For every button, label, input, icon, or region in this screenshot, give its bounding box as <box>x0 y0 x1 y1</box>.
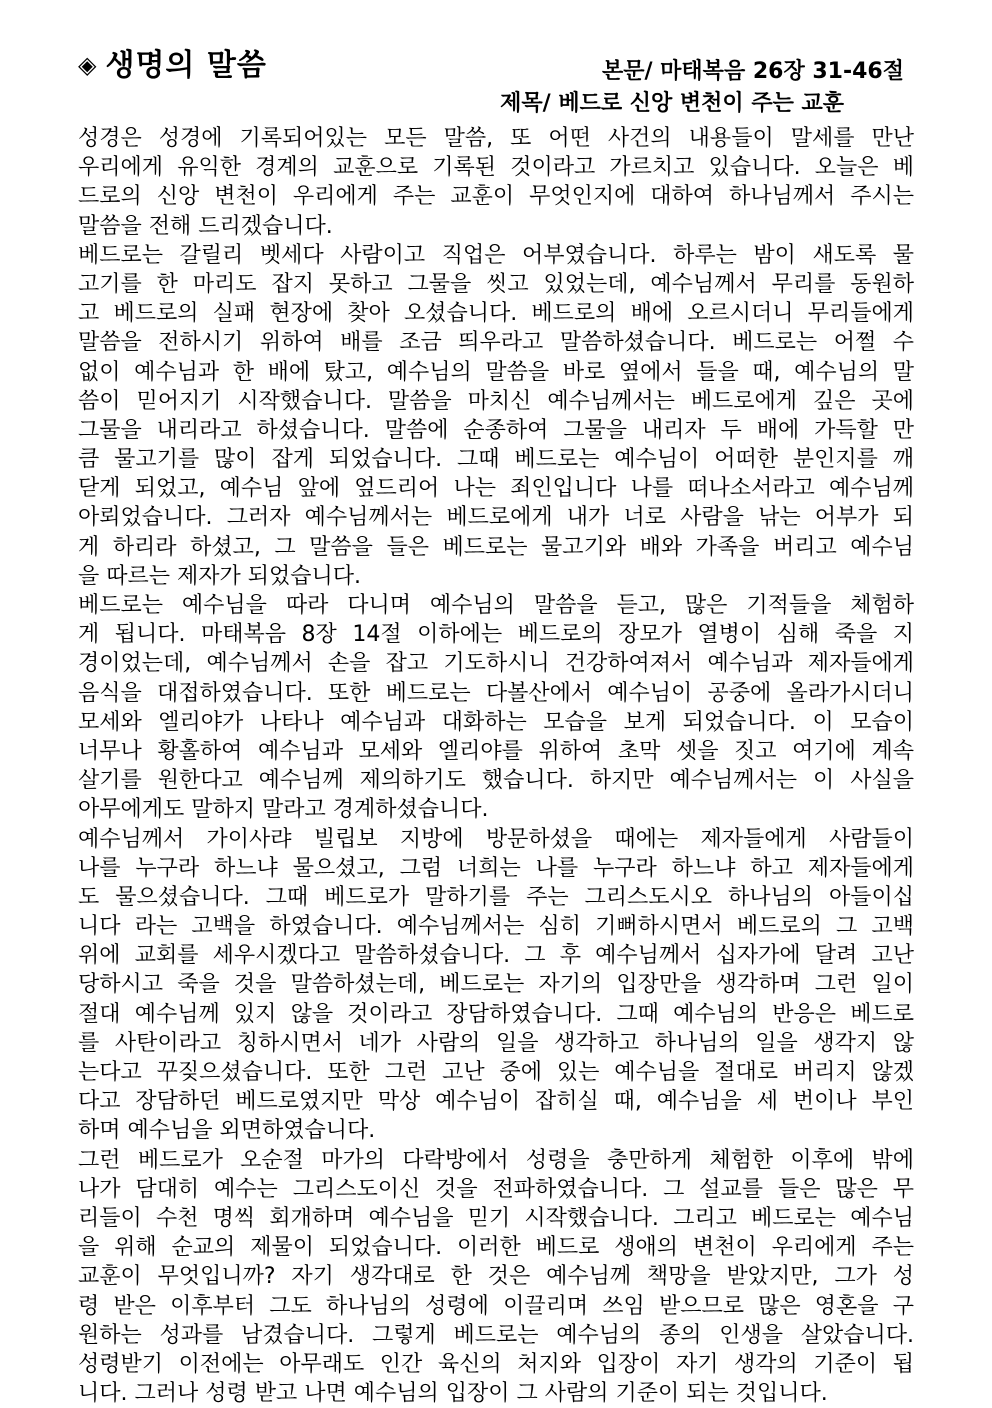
body-line: 는다고 꾸짖으셨습니다. 또한 그런 고난 중에 있는 예수님을 절대로 버리지 않겠 <box>78 1060 914 1085</box>
body-line: 그물을 내리라고 하셨습니다. 말씀에 순종하여 그물을 내리자 두 배에 가득할 만 <box>78 417 914 443</box>
body-line: 경이었는데, 예수님께서 손을 잡고 기도하시니 건강하여져서 예수님과 제자들에게 <box>78 651 914 677</box>
body-line: 도 물으셨습니다. 그때 베드로가 말하기를 주는 그리스도시오 하나님의 아들이십 <box>78 884 914 910</box>
body-line: 말씀을 전해 드리겠습니다. <box>78 213 333 239</box>
diamond-bullet-icon: ◈ <box>78 51 98 79</box>
body-line: 아무에게도 말하지 말라고 경계하셨습니다. <box>78 797 489 823</box>
body-line: 를 사탄이라고 칭하시면서 네가 사람의 일을 생각하고 하나님의 일을 생각지 않 <box>78 1030 914 1056</box>
body-line: 닫게 되었고, 예수님 앞에 엎드리어 나는 죄인입니다 나를 떠나소서라고 예수님께 <box>78 476 914 502</box>
body-line: 베드로는 갈릴리 벳세다 사람이고 직업은 어부였습니다. 하루는 밤이 새도록 물 <box>78 242 914 268</box>
body-line: 너무나 황홀하여 예수님과 모세와 엘리야를 위하여 초막 셋을 짓고 여기에 계속 <box>78 738 914 764</box>
body-line: 을 따르는 제자가 되었습니다. <box>78 563 361 589</box>
body-line: 니다 라는 고백을 하였습니다. 예수님께서는 심히 기뻐하시면서 베드로의 그 고백 <box>78 914 914 940</box>
body-line: 예수님께서 가이사랴 빌립보 지방에 방문하셨을 때에는 제자들에게 사람들이 <box>78 826 914 852</box>
body-line: 말씀을 전하시기 위하여 배를 조금 띄우라고 말씀하셨습니다. 베드로는 어쩔 수 <box>78 330 914 356</box>
body-line: 고기를 한 마리도 잡지 못하고 그물을 씻고 있었는데, 예수님께서 무리를 동원하 <box>78 271 914 297</box>
body-line: 고 베드로의 실패 현장에 찾아 오셨습니다. 베드로의 배에 오르시더니 무리들에게 <box>78 301 914 327</box>
body-line: 없이 예수님과 한 배에 탔고, 예수님의 말씀을 바로 옆에서 들을 때, 예수님의 말 <box>78 359 914 385</box>
body-line: 다고 장담하던 베드로였지만 막상 예수님이 잡히실 때, 예수님을 세 번이나 부인 <box>78 1089 914 1115</box>
body-line: 성경은 성경에 기록되어있는 모든 말씀, 또 어떤 사건의 내용들이 말세를 만난 <box>78 126 914 151</box>
body-line: 교훈이 무엇입니까? 자기 생각대로 한 것은 예수님께 책망을 받았지만, 그가 성 <box>78 1264 914 1290</box>
body-line: 살기를 원한다고 예수님께 제의하기도 했습니다. 하지만 예수님께서는 이 사실을 <box>78 768 914 794</box>
body-line: 령 받은 이후부터 그도 하나님의 성령에 이끌리며 쓰임 받으므로 많은 영혼을 구 <box>78 1293 914 1319</box>
body-line: 씀이 믿어지기 시작했습니다. 말씀을 마치신 예수님께서는 베드로에게 깊은 곳에 <box>78 388 914 414</box>
body-line: 성령받기 이전에는 아무래도 인간 육신의 처지와 입장이 자기 생각의 기준이 됩 <box>78 1351 914 1377</box>
body-line: 을 위해 순교의 제물이 되었습니다. 이러한 베드로 생애의 변천이 우리에게 주는 <box>78 1235 914 1261</box>
page-title <box>78 40 267 84</box>
body-line: 우리에게 유익한 경계의 교훈으로 기록된 것이라고 가르치고 있습니다. 오늘은 베 <box>78 155 914 181</box>
body-line: 나를 누구라 하느냐 물으셨고, 그럼 너희는 나를 누구라 하느냐 하고 제자들에게 <box>78 855 914 881</box>
body-line: 원하는 성과를 남겼습니다. 그렇게 베드로는 예수님의 종의 인생을 살았습니다. <box>78 1322 914 1348</box>
body-line: 니다. 그러나 성령 받고 나면 예수님의 입장이 그 사람의 기준이 되는 것입니다. <box>78 1381 828 1407</box>
body-line: 절대 예수님께 있지 않을 것이라고 장담하였습니다. 그때 예수님의 반응은 베드로 <box>78 1001 914 1027</box>
body-line: 위에 교회를 세우시겠다고 말씀하셨습니다. 그 후 예수님께서 십자가에 달려 고난 <box>78 943 914 969</box>
body-line: 게 하리라 하셨고, 그 말씀을 들은 베드로는 물고기와 배와 가족을 버리고 예수님 <box>78 534 914 560</box>
body-line: 게 됩니다. 마태복음 8장 14절 이하에는 베드로의 장모가 열병이 심해 죽을 지 <box>78 622 914 648</box>
body-line: 음식을 대접하였습니다. 또한 베드로는 다볼산에서 예수님이 공중에 올라가시더니 <box>78 680 914 706</box>
sermon-body <box>78 124 914 1408</box>
body-line: 하며 예수님을 외면하였습니다. <box>78 1118 376 1144</box>
body-line: 그런 베드로가 오순절 마가의 다락방에서 성령을 충만하게 체험한 이후에 밖에 <box>78 1147 914 1173</box>
body-line: 모세와 엘리야가 나타나 예수님과 대화하는 모습을 보게 되었습니다. 이 모습이 <box>78 709 914 735</box>
body-line: 당하시고 죽을 것을 말씀하셨는데, 베드로는 자기의 입장만을 생각하며 그런 일이 <box>78 972 914 998</box>
body-line: 베드로는 예수님을 따라 다니며 예수님의 말씀을 듣고, 많은 기적들을 체험하 <box>78 593 914 618</box>
scripture-reference: 본문/ 마태복음 26장 31-46절 <box>601 59 904 84</box>
body-line: 리들이 수천 명씩 회개하며 예수님을 믿기 시작했습니다. 그리고 베드로는 예수님 <box>78 1205 914 1231</box>
body-line: 큼 물고기를 많이 잡게 되었습니다. 그때 베드로는 예수님이 어떠한 분인지를 깨 <box>78 447 914 473</box>
sermon-subject: 제목/ 베드로 신앙 변천이 주는 교훈 <box>500 91 844 116</box>
title-text: 생명의 말씀 <box>105 48 267 83</box>
body-line: 아뢰었습니다. 그러자 예수님께서는 베드로에게 내가 너로 사람을 낚는 어부가 되 <box>78 505 914 531</box>
body-line: 나가 담대히 예수는 그리스도이신 것을 전파하였습니다. 그 설교를 들은 많은 무 <box>78 1176 914 1202</box>
body-line: 드로의 신앙 변천이 우리에게 주는 교훈이 무엇인지에 대하여 하나님께서 주시는 <box>78 184 914 210</box>
